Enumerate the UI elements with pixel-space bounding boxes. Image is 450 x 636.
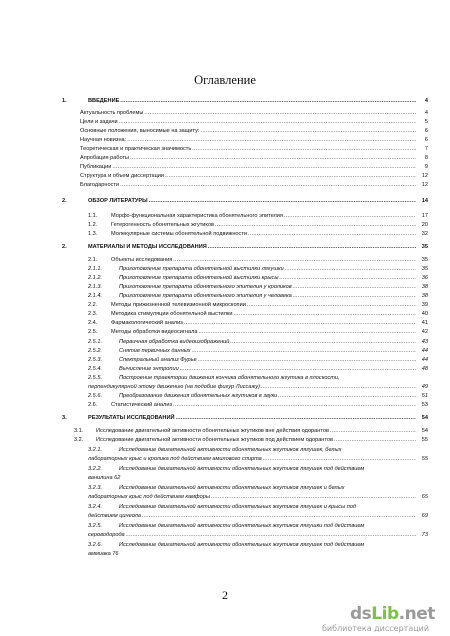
toc-entry-number: 2.4. <box>88 320 98 326</box>
toc-entry-number: 3.2.1. <box>88 447 102 453</box>
toc-entry-page: 48 <box>421 366 428 372</box>
dot-leader <box>230 338 416 347</box>
dot-leader <box>284 212 416 221</box>
toc-entry[interactable] <box>0 212 450 221</box>
toc-entry-page: 44 <box>421 348 428 354</box>
toc-entry-title: Построение траектории движения кончика обонятельного жгутика в плоскости, <box>119 375 340 381</box>
toc-entry[interactable] <box>0 401 450 410</box>
dot-leader <box>120 97 416 106</box>
toc-entry-page: 49 <box>421 383 428 390</box>
toc-entry-page: 4 <box>424 98 428 104</box>
toc-entry-title-continued: лабораторных крыс под действием камфоры <box>88 493 210 500</box>
dot-leader <box>199 328 416 337</box>
toc-entry-page: 44 <box>421 357 428 363</box>
toc-entry-page: 6 <box>424 137 428 143</box>
toc-entry-title: Методика стимуляции обонятельной выстилки <box>111 311 233 317</box>
toc-entry-number: 2.5.3. <box>88 357 102 363</box>
toc-entry[interactable] <box>0 503 450 520</box>
toc-entry-title: Структура и объем диссертации <box>80 173 165 179</box>
toc-entry[interactable] <box>0 365 450 374</box>
dot-leader <box>119 118 416 127</box>
toc-entry-number: 1.1. <box>88 213 98 219</box>
toc-entry-title: Фармакологический анализ <box>111 320 183 326</box>
toc-entry[interactable] <box>0 522 450 539</box>
dot-leader <box>200 127 416 136</box>
toc-entry-number: 3.2. <box>74 437 84 443</box>
toc-entry-title: Преобразование движения обонятельных жгутиков в звуки <box>119 393 278 399</box>
dot-leader <box>120 181 416 190</box>
toc-entry[interactable] <box>0 154 450 163</box>
toc-entry-title: Снятие первичных данных <box>119 348 191 354</box>
dot-leader <box>208 243 416 252</box>
toc-entry-title: Исследование двигательной активности обонятельных жгутиков лягушек и белых <box>119 485 345 491</box>
dot-leader <box>192 145 416 154</box>
dot-leader <box>211 493 416 502</box>
toc-entry-number: 2.5.5. <box>88 375 102 381</box>
toc-entry[interactable] <box>0 181 450 190</box>
page-title: Оглавление <box>194 73 256 87</box>
toc-entry-page: 53 <box>421 402 428 408</box>
toc-entry[interactable] <box>0 446 450 463</box>
dot-leader <box>176 414 416 423</box>
toc-entry-title-continued: сероводорода <box>88 531 125 538</box>
toc-entry-page: 42 <box>421 329 428 335</box>
dot-leader <box>192 347 416 356</box>
toc-entry-number: 3. <box>62 415 67 421</box>
toc-entry-page: 32 <box>421 231 428 237</box>
dot-leader <box>263 455 416 464</box>
toc-entry-page: 41 <box>421 320 428 326</box>
toc-entry[interactable] <box>0 283 450 292</box>
toc-entry[interactable] <box>0 301 450 310</box>
toc-entry[interactable] <box>0 347 450 356</box>
toc-entry-title: Благодарности <box>80 182 120 188</box>
toc-entry-title: Актуальность проблемы <box>80 110 144 116</box>
dot-leader <box>278 392 416 401</box>
toc-entry-title: ОБЗОР ЛИТЕРАТУРЫ <box>88 198 148 204</box>
toc-entry[interactable] <box>0 256 450 265</box>
toc-entry-title: Первичная обработка видеоизображений <box>119 339 230 345</box>
toc-entry[interactable] <box>0 243 450 252</box>
toc-entry[interactable] <box>0 484 450 501</box>
toc-entry-page: 43 <box>421 339 428 345</box>
toc-entry-number: 1.2. <box>88 222 98 228</box>
dot-leader <box>247 301 416 310</box>
toc-entry-title: Морфо-функциональная характеристика обонятельного эпителия <box>111 213 283 219</box>
toc-entry-title: Объекты исследования <box>111 257 173 263</box>
toc-entry-number: 3.2.4. <box>88 504 102 510</box>
toc-entry-number: 2. <box>62 198 67 204</box>
dot-leader <box>261 383 416 392</box>
watermark-logo: dsLib.net <box>350 604 435 624</box>
toc-entry-page: 51 <box>421 393 428 399</box>
toc-entry-number: 3.2.3. <box>88 485 102 491</box>
toc-entry-title: Молекулярные системы обонятельной подвижности <box>111 231 248 237</box>
toc-entry-page: 39 <box>421 302 428 308</box>
toc-entry-title: Приготовление препарата обонятельной выстилки лягушки <box>119 266 284 272</box>
toc-entry-title: Статистический анализ <box>111 402 173 408</box>
page-number: 2 <box>222 588 228 602</box>
toc-entry-title-continued: ванилина 62 <box>88 474 121 481</box>
toc-entry-title: Цели и задачи <box>80 119 118 125</box>
toc-entry-title: МАТЕРИАЛЫ И МЕТОДЫ ИССЛЕДОВАНИЯ <box>88 244 207 250</box>
watermark-subtitle: библиотека диссертаций <box>322 624 430 633</box>
toc-entry-number: 3.1. <box>74 428 84 434</box>
toc-entry-title: Исследование двигательной активности обонятельных жгутиков лягушек под действием <box>119 466 365 472</box>
dot-leader <box>112 163 416 172</box>
toc-entry-page: 5 <box>424 119 428 125</box>
toc-entry-page: 9 <box>424 164 428 170</box>
toc-entry[interactable] <box>0 319 450 328</box>
toc-entry-title: Спектральный анализ Фурье <box>119 357 197 363</box>
dot-leader <box>184 319 416 328</box>
toc-entry-page: 12 <box>421 182 428 188</box>
toc-entry[interactable] <box>0 172 450 181</box>
toc-entry[interactable] <box>0 414 450 423</box>
toc-entry-title: Теоретическая и практическая значимость <box>80 146 192 152</box>
toc-entry[interactable] <box>0 356 450 365</box>
toc-entry[interactable] <box>0 374 450 391</box>
toc-entry-title: Основные положения, выносимые на защиту: <box>80 128 200 134</box>
toc-entry-number: 2.2. <box>88 302 98 308</box>
dot-leader <box>198 356 416 365</box>
toc-entry[interactable] <box>0 338 450 347</box>
toc-entry-number: 2.1.4. <box>88 293 102 299</box>
dot-leader <box>334 436 416 445</box>
toc-entry-title-continued: перпендикулярной этому движению (на подобие фигур Лиссажу) <box>88 383 261 390</box>
toc-entry-title: Исследование двигательной активности обонятельных жгутиков лягушек под действием <box>119 542 365 548</box>
dot-leader <box>248 230 416 239</box>
toc-entry[interactable] <box>0 310 450 319</box>
toc-entry-number: 2.5.6. <box>88 393 102 399</box>
toc-entry-number: 2.1.1. <box>88 266 102 272</box>
toc-entry-page: 6 <box>424 128 428 134</box>
dot-leader <box>293 292 416 301</box>
toc-entry-title: Исследование двигательной активности обонятельных жгутиков лягушки под действием <box>119 523 365 529</box>
toc-entry-number: 3.2.6. <box>88 542 102 548</box>
dot-leader <box>330 427 416 436</box>
toc-entry-page: 36 <box>421 275 428 281</box>
toc-entry-title: Апробация работы <box>80 155 130 161</box>
toc-entry-number: 2.5.1. <box>88 339 102 345</box>
toc-entry-page: 38 <box>421 293 428 299</box>
toc-entry[interactable] <box>0 392 450 401</box>
toc-entry[interactable] <box>0 274 450 283</box>
toc-entry-title-continued: аммиака 76 <box>88 550 119 557</box>
toc-entry-number: 2.6. <box>88 402 98 408</box>
toc-entry-page: 54 <box>421 415 428 421</box>
toc-entry-page: 20 <box>421 222 428 228</box>
toc-entry[interactable] <box>0 427 450 436</box>
dot-leader <box>144 109 416 118</box>
toc-entry-number: 3.2.2. <box>88 466 102 472</box>
toc-entry-page: 4 <box>424 110 428 116</box>
dot-leader <box>279 274 416 283</box>
toc-entry-page: 73 <box>421 531 428 538</box>
toc-entry-page: 14 <box>421 198 428 204</box>
dot-leader <box>142 512 416 521</box>
toc-entry-page: 69 <box>421 512 428 519</box>
toc-entry-title: Исследование двигательной активности обонятельных жгутиков вне действия одорантов <box>96 428 329 434</box>
toc-entry[interactable] <box>0 145 450 154</box>
toc-entry-title: Гетерогенность обонятельных жгутиков <box>111 222 215 228</box>
dot-leader <box>173 256 416 265</box>
toc-entry-number: 2. <box>62 244 67 250</box>
toc-entry-title: Научная новизна: <box>80 137 127 143</box>
dot-leader <box>285 265 416 274</box>
toc-entry[interactable] <box>0 265 450 274</box>
toc-entry-number: 2.1.2. <box>88 275 102 281</box>
toc-entry[interactable] <box>0 328 450 337</box>
toc-entry[interactable] <box>0 163 450 172</box>
toc-entry-title: Вычисление энтропии <box>119 366 179 372</box>
toc-entry-title: Приготовление препарата обонятельного эпителия у человека <box>119 293 292 299</box>
toc-entry-number: 3.2.5. <box>88 523 102 529</box>
toc-entry-title: Публикации <box>80 164 112 170</box>
dot-leader <box>293 283 416 292</box>
toc-entry-title: Исследование двигательной активности обонятельных жгутиков под действием одорантов <box>96 437 333 443</box>
dot-leader <box>130 154 416 163</box>
toc-entry[interactable] <box>0 127 450 136</box>
toc-entry[interactable] <box>0 136 450 145</box>
toc-entry-page: 35 <box>421 257 428 263</box>
toc-entry-page: 65 <box>421 493 428 500</box>
toc-entry-page: 55 <box>421 455 428 462</box>
toc-entry-page: 54 <box>421 428 428 434</box>
toc-entry-title: Методы обработки видеосигнала <box>111 329 198 335</box>
toc-entry-number: 2.5. <box>88 329 98 335</box>
toc-entry-title: ВВЕДЕНИЕ <box>88 98 120 104</box>
toc-entry[interactable] <box>0 118 450 127</box>
toc-entry-number: 2.1. <box>88 257 98 263</box>
toc-entry[interactable] <box>0 465 450 482</box>
toc-entry-title: Методы прижизненной телевизионной микроскопии <box>111 302 246 308</box>
toc-entry-number: 1. <box>62 98 67 104</box>
toc-entry-title: Приготовление препарата обонятельной выстилки крысы <box>119 275 279 281</box>
toc-entry-title-continued: лабораторных крыс и кролика под действием амилового спирта <box>88 455 262 462</box>
toc-entry-title-continued: действием цинеола <box>88 512 141 519</box>
toc-entry-number: 2.5.2. <box>88 348 102 354</box>
toc-entry-title: РЕЗУЛЬТАТЫ ИССЛЕДОВАНИЙ <box>88 415 175 421</box>
toc-entry-number: 2.1.3. <box>88 284 102 290</box>
toc-entry-title: Приготовление препарата обонятельного эпителия у кроликов <box>119 284 292 290</box>
toc-entry[interactable] <box>0 292 450 301</box>
toc-entry-page: 17 <box>421 213 428 219</box>
toc-entry[interactable] <box>0 97 450 106</box>
toc-entry[interactable] <box>0 109 450 118</box>
toc-entry-page: 55 <box>421 437 428 443</box>
toc-entry-page: 8 <box>424 155 428 161</box>
toc-entry-number: 1.3. <box>88 231 98 237</box>
toc-entry[interactable] <box>0 436 450 445</box>
dot-leader <box>126 531 416 540</box>
toc-entry-page: 35 <box>421 244 428 250</box>
dot-leader <box>180 365 416 374</box>
toc-entry-title: Исследование двигательной активности обонятельных жгутиков лягушек и крысы под <box>119 504 357 510</box>
dot-leader <box>127 136 416 145</box>
toc-entry-number: 2.5.4. <box>88 366 102 372</box>
dot-leader <box>173 401 416 410</box>
toc-entry-page: 40 <box>421 311 428 317</box>
toc-entry-title: Исследование двигательной активности обонятельных жгутиков лягушек, белых <box>119 447 342 453</box>
dot-leader <box>233 310 416 319</box>
toc-entry-page: 38 <box>421 284 428 290</box>
dot-leader <box>165 172 416 181</box>
toc-entry-number: 2.3. <box>88 311 98 317</box>
toc-entry[interactable] <box>0 221 450 230</box>
dot-leader <box>215 221 416 230</box>
toc-entry-page: 35 <box>421 266 428 272</box>
toc-entry[interactable] <box>0 541 450 558</box>
toc-entry-page: 12 <box>421 173 428 179</box>
dot-leader <box>149 197 416 206</box>
toc-entry[interactable] <box>0 197 450 206</box>
toc-entry[interactable] <box>0 230 450 239</box>
toc-entry-page: 7 <box>424 146 428 152</box>
